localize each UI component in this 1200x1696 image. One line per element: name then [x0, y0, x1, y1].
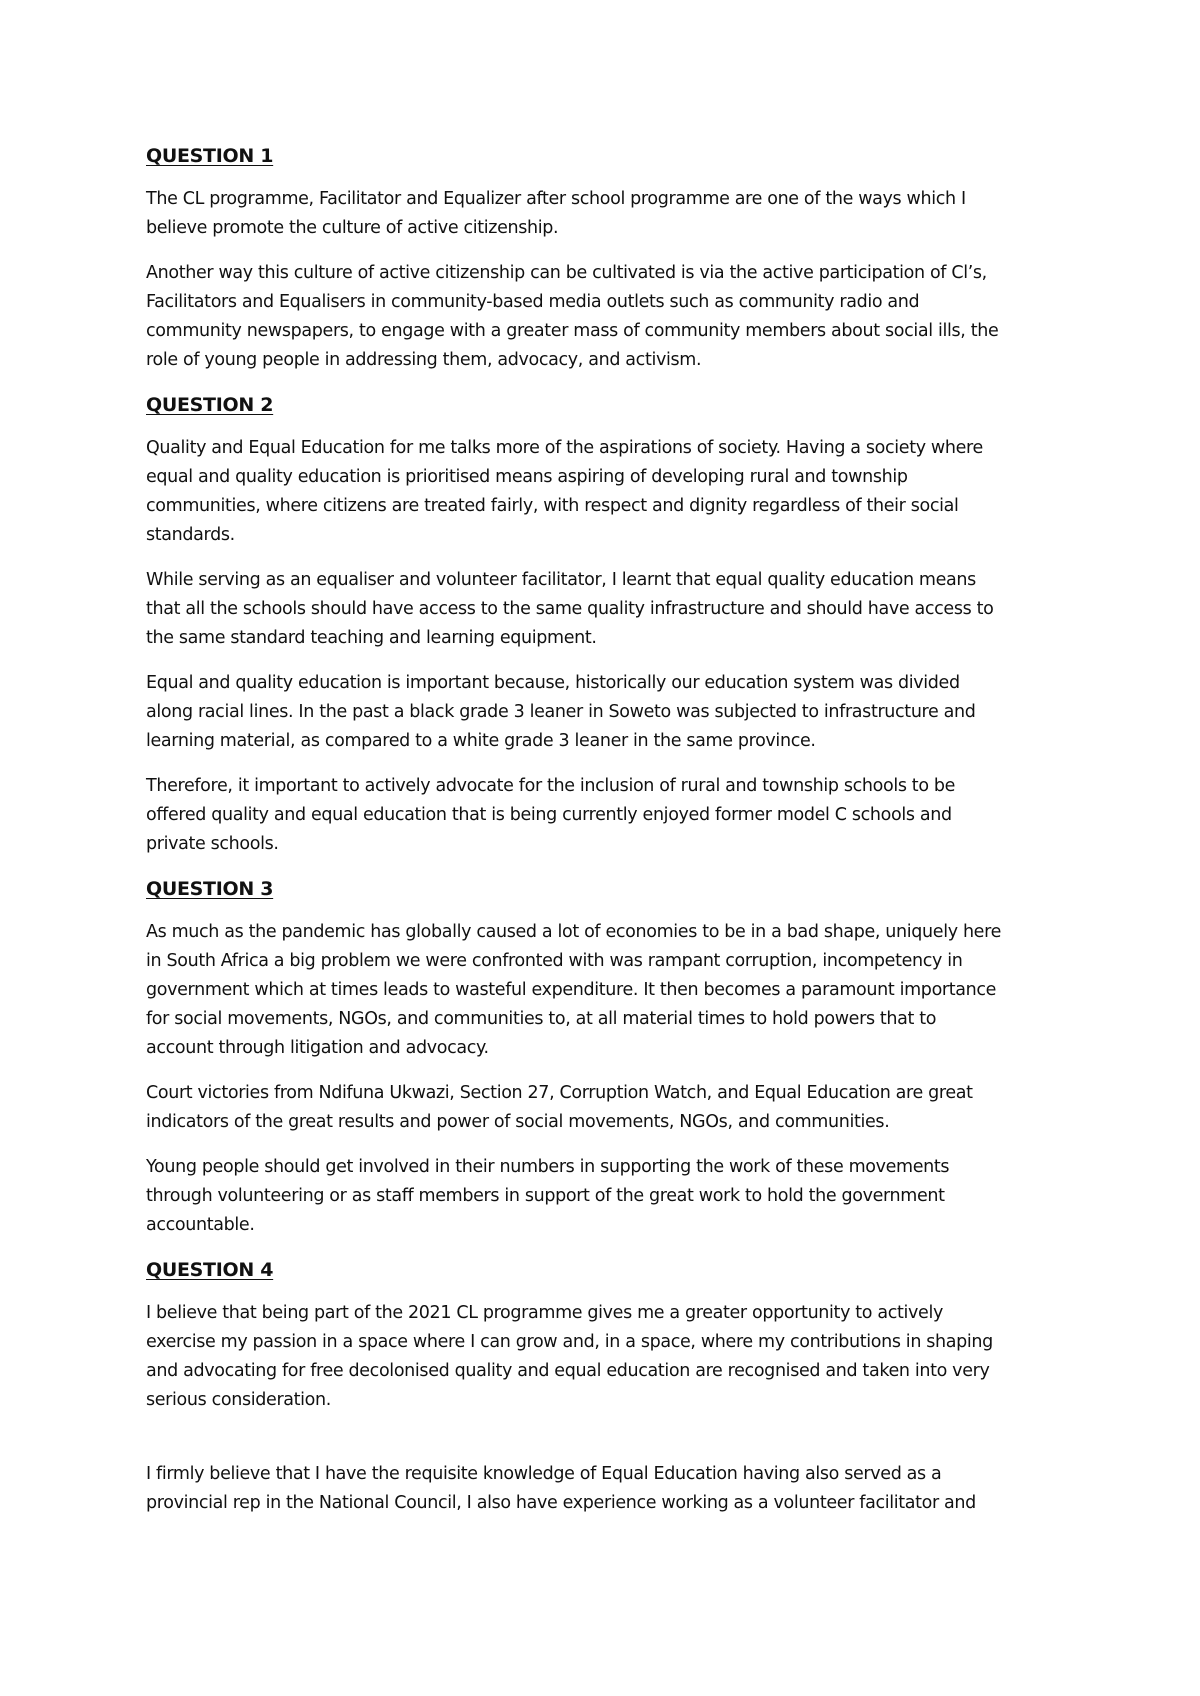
section-question-4 — [146, 1256, 1066, 1518]
paragraph: Therefore, it important to actively advocate for the inclusion of rural and township schools to be offered quality and equal education that is being currently enjoyed former model C schools and private schools. — [146, 776, 956, 854]
paragraph: Equal and quality education is important because, historically our education system was divided along racial lines. In the past a black grade 3 leaner in Soweto was subjected to infrastructure and learning material, as compared to a white grade 3 leaner in the same province. — [146, 673, 976, 751]
section-heading: QUESTION 3 — [146, 878, 274, 900]
blank-line — [146, 1431, 1066, 1460]
paragraph: Quality and Equal Education for me talks more of the aspirations of society. Having a society where equal and quality education is prioritised means aspiring of developing rural and township communities, where citizens are treated fairly, with respect and dignity regardless of their social standards. — [146, 438, 983, 545]
section-question-3 — [146, 875, 1066, 1240]
section-question-1 — [146, 142, 1066, 375]
paragraph: While serving as an equaliser and volunteer facilitator, I learnt that equal quality education means that all the schools should have access to the same quality infrastructure and should have access to the same standard teaching and learning equipment. — [146, 570, 994, 648]
paragraph: The CL programme, Facilitator and Equalizer after school programme are one of the ways which I believe promote the culture of active citizenship. — [146, 189, 966, 238]
paragraph: Court victories from Ndifuna Ukwazi, Section 27, Corruption Watch, and Equal Education are great indicators of the great results and power of social movements, NGOs, and communities. — [146, 1083, 973, 1132]
paragraph: As much as the pandemic has globally caused a lot of economies to be in a bad shape, uniquely here in South Africa a big problem we were confronted with was rampant corruption, incompetency in government which at times leads to wasteful expenditure. It then becomes a paramount importance for social movements, NGOs, and communities to, at all material times to hold powers that to account through litigation and advocacy. — [146, 922, 1001, 1058]
paragraph: Young people should get involved in their numbers in supporting the work of these movements through volunteering or as staff members in support of the great work to hold the government accountable. — [146, 1157, 950, 1235]
paragraph: I believe that being part of the 2021 CL programme gives me a greater opportunity to actively exercise my passion in a space where I can grow and, in a space, where my contributions in shaping and advocating for free decolonised quality and equal education are recognised and taken into very serious consideration. — [146, 1303, 993, 1410]
section-question-2 — [146, 391, 1066, 859]
section-heading: QUESTION 4 — [146, 1259, 274, 1281]
paragraph: I firmly believe that I have the requisite knowledge of Equal Education having also served as a provincial rep in the National Council, I also have experience working as a volunteer facilitator and — [146, 1464, 976, 1513]
section-heading: QUESTION 2 — [146, 394, 274, 416]
section-heading: QUESTION 1 — [146, 145, 274, 167]
document-page — [146, 142, 1066, 1534]
paragraph: Another way this culture of active citizenship can be cultivated is via the active participation of Cl’s, Facilitators and Equalisers in community-based media outlets such as community radio and community newspapers, to engage with a greater mass of community members about social ills, the role of young people in addressing them, advocacy, and activism. — [146, 263, 999, 370]
